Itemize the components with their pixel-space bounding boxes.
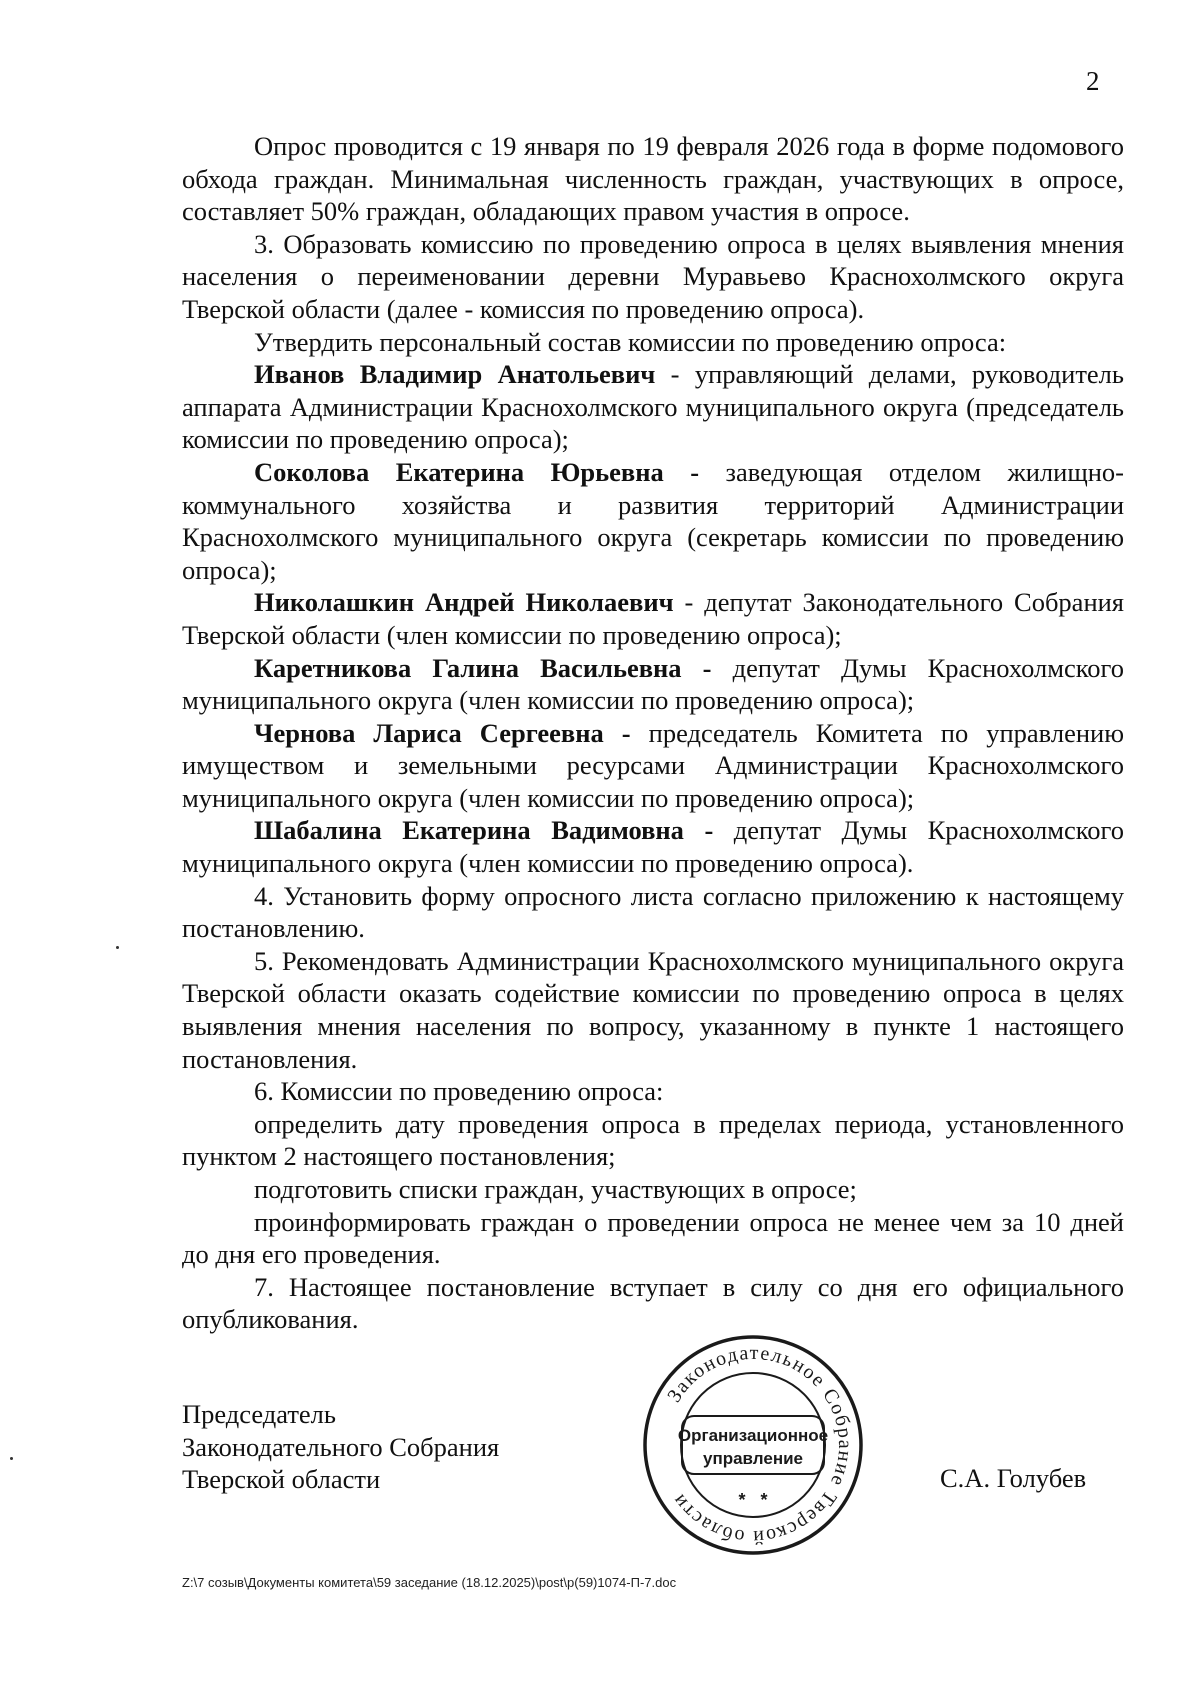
paragraph-task-inform: проинформировать граждан о проведении опроса не менее чем за 10 дней до дня его проведения. xyxy=(182,1206,1124,1270)
seal-center-line: управление xyxy=(703,1449,803,1468)
commission-member: Николашкин Андрей Николаевич - депутат Законодательного Собрания Тверской области (член комиссии по проведению опроса); xyxy=(182,587,1124,650)
commission-member: Чернова Лариса Сергеевна - председатель Комитета по управлению имуществом и земельными ресурсами Администрации Краснохолмского муниципального округа (член комиссии по проведению опроса); xyxy=(182,717,1124,813)
signature-position xyxy=(182,1398,499,1496)
official-seal xyxy=(638,1330,868,1560)
file-path-footer: Z:\7 созыв\Документы комитета\59 заседание (18.12.2025)\post\p(59)1074-П-7.doc xyxy=(182,1575,677,1590)
page-number: 2 xyxy=(1086,66,1100,96)
paragraph-item-5: 5. Рекомендовать Администрации Краснохолмского муниципального округа Тверской области оказать содействие комиссии по проведению опроса в целях выявления мнения населения по вопросу, указанному в пункте 1 настоящего постановления. xyxy=(182,945,1124,1074)
paragraph-survey-period: Опрос проводится с 19 января по 19 февраля 2026 года в форме подомового обхода граждан. Минимальная численность граждан, участвующих в опросе, составляет 50% граждан, обладающих правом участия в опросе. xyxy=(182,131,1124,227)
member-name: Чернова Лариса Сергеевна - xyxy=(254,717,631,748)
commission-member: Шабалина Екатерина Вадимовна - депутат Думы Краснохолмского муниципального округа (член комиссии по проведению опроса). xyxy=(182,815,1124,879)
paragraph-task-date: определить дату проведения опроса в пределах периода, установленного пунктом 2 настоящего постановления; xyxy=(182,1108,1124,1172)
seal-center-line: Организационное xyxy=(677,1426,829,1445)
member-name: Шабалина Екатерина Вадимовна - xyxy=(254,815,714,846)
seal-outer-ring xyxy=(645,1337,861,1553)
paragraph-task-lists: подготовить списки граждан, участвующих в опросе; xyxy=(254,1174,857,1204)
scan-speck xyxy=(116,946,119,949)
member-name: Николашкин Андрей Николаевич xyxy=(254,587,674,618)
paragraph-item-7: 7. Настоящее постановление вступает в силу со дня его официального опубликования. xyxy=(182,1271,1124,1335)
paragraph-item-6: 6. Комиссии по проведению опроса: xyxy=(254,1076,664,1107)
position-line: Тверской области xyxy=(182,1464,381,1495)
scan-speck xyxy=(10,1457,13,1460)
seal-stars: * * xyxy=(738,1490,768,1510)
signer-name: С.А. Голубев xyxy=(940,1463,1087,1493)
position-line: Законодательного Собрания xyxy=(182,1431,500,1462)
seal-ring-text: Законодательное Собрание Тверской области xyxy=(663,1341,857,1549)
member-name: Иванов Владимир Анатольевич xyxy=(254,359,656,390)
member-name: Каретникова Галина Васильевна - xyxy=(254,652,712,683)
paragraph-item-3: 3. Образовать комиссию по проведению опроса в целях выявления мнения населения о переименовании деревни Муравьево Краснохолмского округа Тверской области (далее - комиссия по проведению опроса). xyxy=(182,228,1124,324)
document-body xyxy=(182,130,1124,1336)
paragraph-commission-intro: Утвердить персональный состав комиссии по проведению опроса: xyxy=(254,326,1007,357)
position-line: Председатель xyxy=(182,1399,336,1429)
commission-member: Иванов Владимир Анатольевич - управляющий делами, руководитель аппарата Администрации Краснохолмского муниципального округа (председатель комиссии по проведению опроса); xyxy=(182,359,1124,455)
commission-member: Соколова Екатерина Юрьевна - заведующая отделом жилищно-коммунального хозяйства и развития территорий Администрации Краснохолмского муниципального округа (секретарь комиссии по проведению опроса); xyxy=(182,456,1124,585)
paragraph-item-4: 4. Установить форму опросного листа согласно приложению к настоящему постановлению. xyxy=(182,880,1124,944)
commission-member: Каретникова Галина Васильевна - депутат Думы Краснохолмского муниципального округа (член комиссии по проведению опроса); xyxy=(182,652,1124,716)
member-name: Соколова Екатерина Юрьевна - xyxy=(254,456,700,487)
